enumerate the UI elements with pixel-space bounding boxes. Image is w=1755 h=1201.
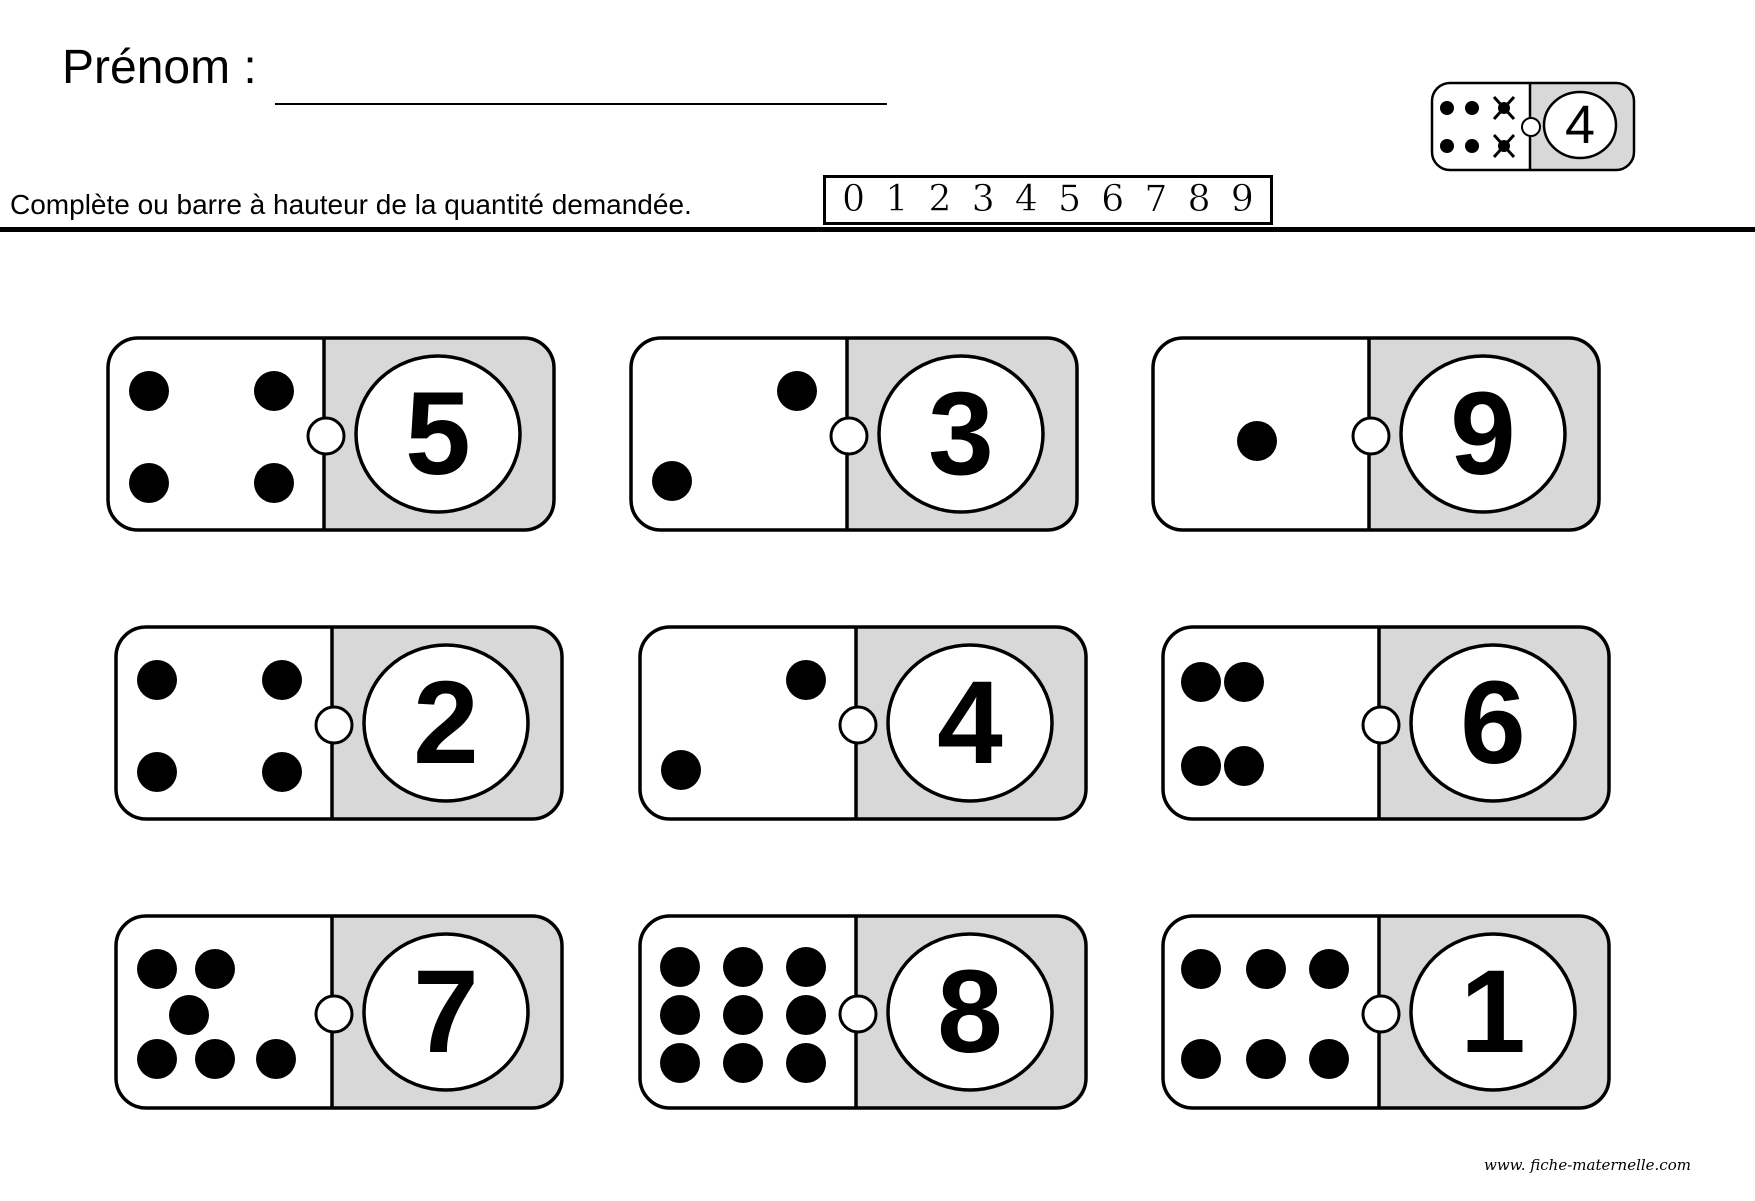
- domino-dot[interactable]: [723, 1043, 763, 1083]
- digit-7: 7: [1144, 179, 1168, 220]
- example-dot: [1440, 101, 1454, 115]
- domino-5[interactable]: [637, 624, 1089, 822]
- domino-dot[interactable]: [169, 995, 209, 1035]
- domino-dot[interactable]: [1181, 1039, 1221, 1079]
- domino-dot[interactable]: [195, 949, 235, 989]
- digit-2: 2: [928, 179, 952, 220]
- number-strip: [823, 175, 1273, 225]
- digit-5: 5: [1058, 179, 1081, 220]
- domino-dot[interactable]: [1181, 662, 1221, 702]
- domino-dot[interactable]: [652, 461, 692, 501]
- domino-dot[interactable]: [262, 660, 302, 700]
- domino-dot[interactable]: [1224, 662, 1264, 702]
- example-dot: [1465, 139, 1479, 153]
- digit-6: 6: [1101, 179, 1125, 220]
- domino-dot[interactable]: [1246, 1039, 1286, 1079]
- domino-number: 6: [1460, 657, 1526, 789]
- domino-number: 3: [928, 368, 994, 500]
- domino-8[interactable]: [637, 913, 1089, 1111]
- domino-dot[interactable]: [137, 1039, 177, 1079]
- domino-number: 2: [413, 657, 479, 789]
- domino-3[interactable]: [1150, 335, 1602, 533]
- domino-4[interactable]: [113, 624, 565, 822]
- digit-4: 4: [1014, 179, 1038, 220]
- domino-number: 5: [405, 368, 471, 500]
- domino-dot[interactable]: [254, 371, 294, 411]
- domino-dot[interactable]: [1237, 421, 1277, 461]
- domino-6[interactable]: [1160, 624, 1612, 822]
- domino-dot[interactable]: [256, 1039, 296, 1079]
- domino-1[interactable]: [105, 335, 557, 533]
- domino-dot[interactable]: [1246, 949, 1286, 989]
- domino-number: 8: [937, 946, 1003, 1078]
- domino-dot[interactable]: [1181, 746, 1221, 786]
- domino-number: 1: [1460, 946, 1526, 1078]
- domino-dot[interactable]: [786, 1043, 826, 1083]
- domino-dot[interactable]: [195, 1039, 235, 1079]
- domino-dot[interactable]: [137, 949, 177, 989]
- domino-dot[interactable]: [777, 371, 817, 411]
- header-rule: [0, 227, 1755, 232]
- domino-dot[interactable]: [1181, 949, 1221, 989]
- digit-1: 1: [885, 179, 909, 220]
- domino-dot[interactable]: [660, 1043, 700, 1083]
- digit-8: 8: [1187, 179, 1211, 220]
- domino-2[interactable]: [628, 335, 1080, 533]
- domino-dot[interactable]: [254, 463, 294, 503]
- digit-9: 9: [1230, 179, 1254, 220]
- example-domino: [1430, 81, 1636, 172]
- domino-dot[interactable]: [786, 947, 826, 987]
- domino-dot[interactable]: [1224, 746, 1264, 786]
- domino-dot[interactable]: [660, 947, 700, 987]
- domino-dot[interactable]: [1309, 1039, 1349, 1079]
- domino-dot[interactable]: [786, 995, 826, 1035]
- domino-dot[interactable]: [661, 750, 701, 790]
- digit-0: 0: [842, 179, 866, 220]
- site-credit: www. fiche-maternelle.com: [1484, 1156, 1691, 1174]
- domino-dot[interactable]: [786, 660, 826, 700]
- domino-number: 9: [1450, 368, 1516, 500]
- example-number: 4: [1564, 95, 1596, 155]
- domino-dot[interactable]: [723, 947, 763, 987]
- domino-dot[interactable]: [129, 463, 169, 503]
- example-dot: [1465, 101, 1479, 115]
- domino-dot[interactable]: [723, 995, 763, 1035]
- domino-7[interactable]: [113, 913, 565, 1111]
- domino-dot[interactable]: [137, 660, 177, 700]
- name-label: Prénom :: [62, 41, 257, 94]
- domino-9[interactable]: [1160, 913, 1612, 1111]
- domino-dot[interactable]: [262, 752, 302, 792]
- domino-number: 4: [937, 657, 1003, 789]
- domino-dot[interactable]: [660, 995, 700, 1035]
- example-dot: [1440, 139, 1454, 153]
- domino-dot[interactable]: [137, 752, 177, 792]
- digit-3: 3: [971, 179, 995, 220]
- name-write-line[interactable]: [275, 103, 887, 105]
- domino-number: 7: [413, 946, 479, 1078]
- domino-dot[interactable]: [1309, 949, 1349, 989]
- instruction-text: Complète ou barre à hauteur de la quantité demandée.: [10, 189, 692, 220]
- domino-dot[interactable]: [129, 371, 169, 411]
